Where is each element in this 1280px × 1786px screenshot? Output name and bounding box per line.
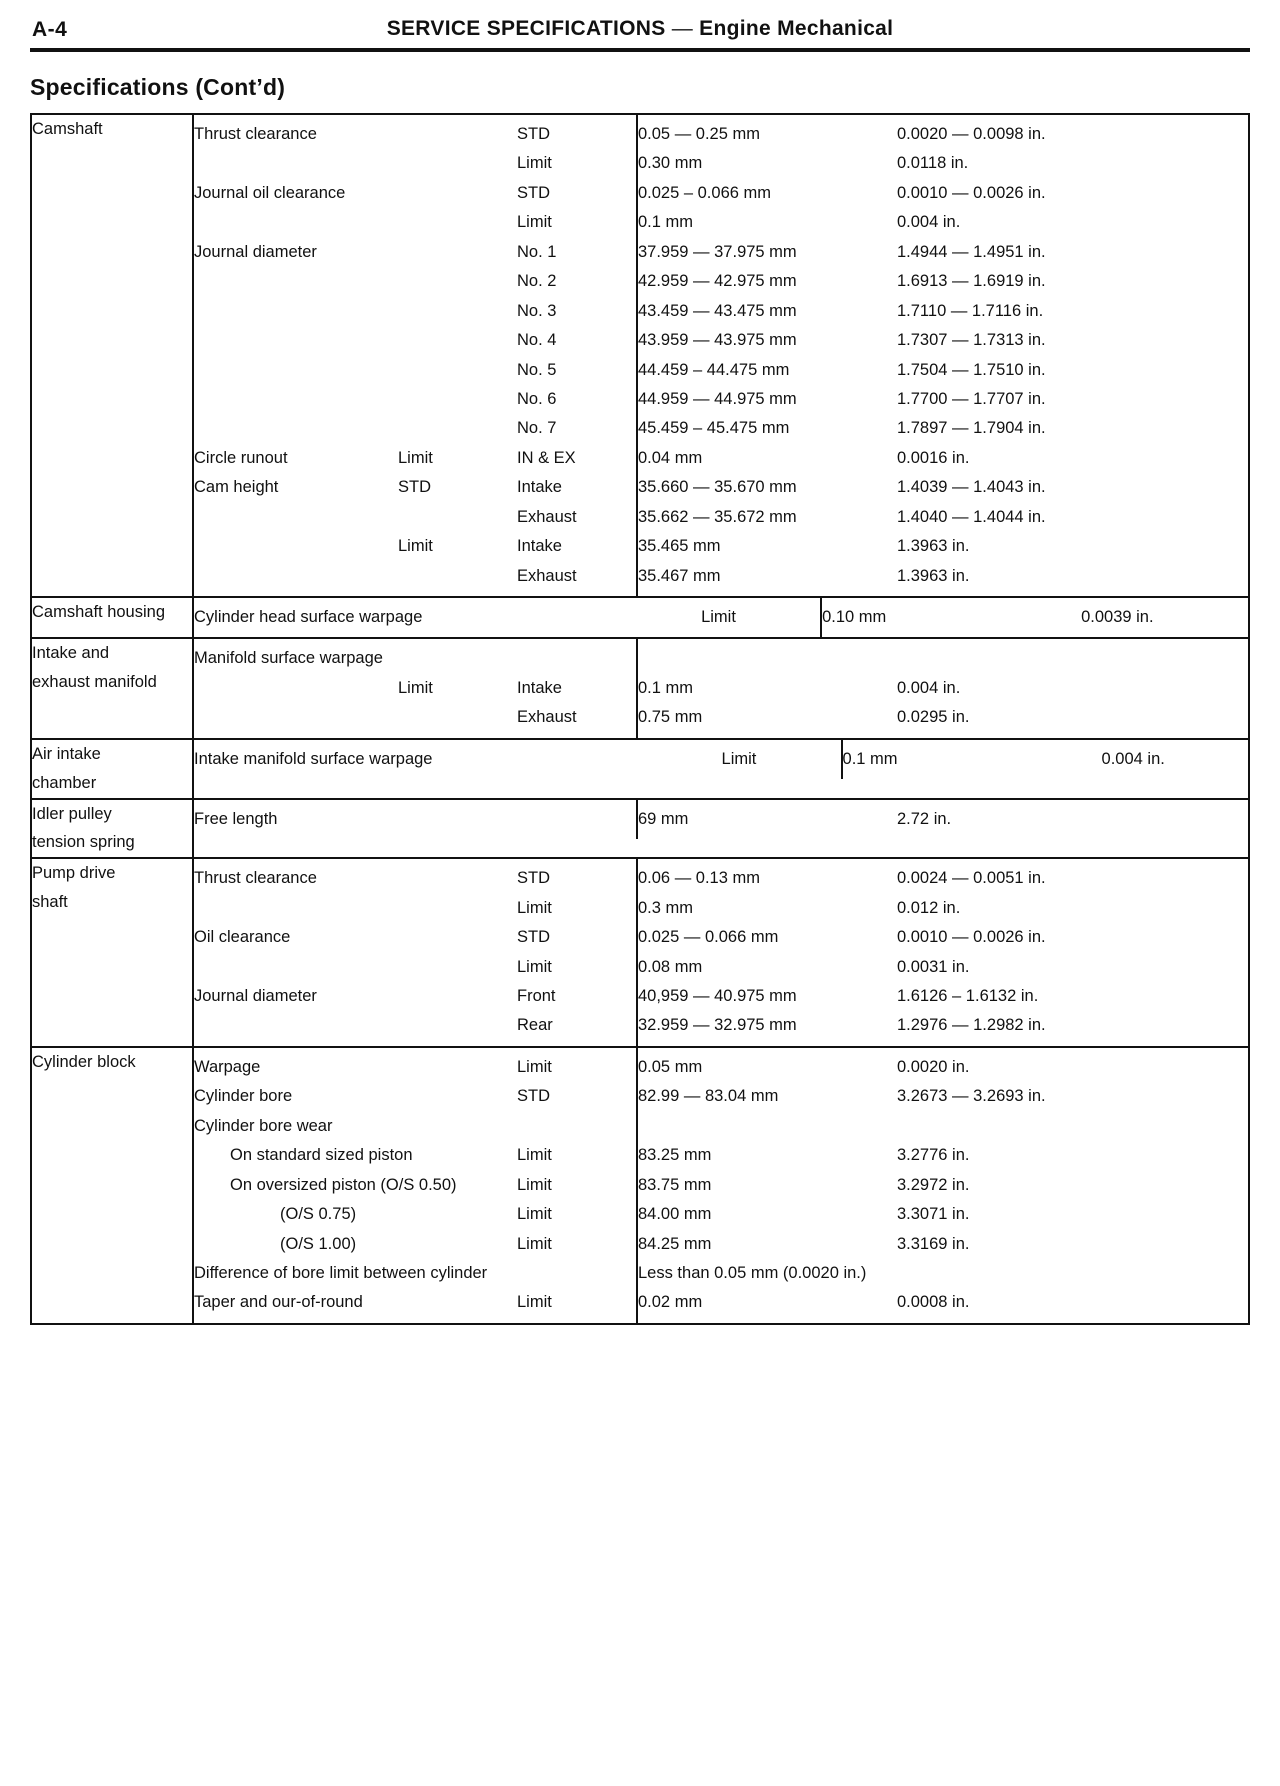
cell-sub xyxy=(398,503,517,532)
table-row xyxy=(194,1082,1248,1111)
cell-in: 3.2972 in. xyxy=(897,1175,970,1194)
cell-item: Cylinder head surface warpage xyxy=(194,608,423,626)
spec-group-name-line: exhaust manifold xyxy=(32,673,157,692)
cell-in xyxy=(897,639,1248,673)
table-row xyxy=(194,385,1248,414)
cell-sub xyxy=(398,1011,517,1045)
cell-cond: Limit xyxy=(517,154,552,173)
cell-in: 0.0008 in. xyxy=(897,1293,970,1312)
cell-in: 0.0295 in. xyxy=(897,708,970,727)
cell-cond: Limit xyxy=(517,957,552,976)
cell-mm: 0.10 mm xyxy=(821,598,1081,637)
cell-sub xyxy=(398,953,517,982)
page-header xyxy=(30,14,1250,56)
spec-group-row xyxy=(32,638,1248,738)
spec-group-body xyxy=(193,858,1248,1047)
cell-cond: IN & EX xyxy=(517,448,576,467)
table-row xyxy=(194,562,1248,596)
cell-mm: 0.04 mm xyxy=(637,444,897,473)
cell-mm: 32.959 — 32.975 mm xyxy=(637,1011,897,1045)
cell-cond: No. 1 xyxy=(517,242,557,261)
spec-group-name-line: Camshaft housing xyxy=(32,603,165,621)
cell-mm: 40,959 — 40.975 mm xyxy=(637,982,897,1011)
cell-sub: Limit xyxy=(398,537,433,556)
cell-cond: Limit xyxy=(517,1234,552,1253)
cell-sub xyxy=(398,859,517,893)
cell-cond: STD xyxy=(517,869,550,888)
cell-mm: 37.959 — 37.975 mm xyxy=(637,238,897,267)
cell-sub xyxy=(398,208,517,237)
table-row xyxy=(194,1011,1248,1045)
cell-mm: 83.75 mm xyxy=(637,1171,897,1200)
spec-row-table xyxy=(194,115,1248,596)
spec-group-body xyxy=(193,739,1248,799)
cell-cond: Front xyxy=(517,987,556,1005)
spec-row-table xyxy=(194,859,1248,1046)
page-number: A-4 xyxy=(32,18,68,41)
section-title: Specifications (Cont’d) xyxy=(30,74,286,100)
spec-group-body xyxy=(193,638,1248,738)
spec-group-name xyxy=(32,739,193,799)
table-row xyxy=(194,703,1248,737)
cell-sub xyxy=(398,149,517,178)
cell-item: Cylinder bore wear xyxy=(194,1116,333,1135)
cell-in: 3.2673 — 3.2693 in. xyxy=(897,1087,1046,1106)
cell-cond: No. 7 xyxy=(517,419,557,438)
table-row xyxy=(194,1112,1248,1141)
spec-row-table xyxy=(194,598,1248,637)
cell-cond xyxy=(517,1259,637,1288)
spec-group-name-line: shaft xyxy=(32,893,68,912)
cell-mm: 0.05 — 0.25 mm xyxy=(637,115,897,149)
table-row xyxy=(194,1171,1248,1200)
spec-row-table xyxy=(194,740,1248,779)
table-row xyxy=(194,297,1248,326)
cell-in: 0.004 in. xyxy=(897,678,961,697)
table-row xyxy=(194,444,1248,473)
spec-group-name xyxy=(32,115,193,597)
table-row xyxy=(194,179,1248,208)
cell-item xyxy=(194,297,398,326)
table-row xyxy=(194,740,1248,779)
cell-item xyxy=(194,532,398,561)
spec-group-name-line: Camshaft xyxy=(32,120,103,138)
spec-group-body xyxy=(193,1047,1248,1323)
spec-row-table xyxy=(194,800,1248,839)
spec-group-name xyxy=(32,597,193,638)
cell-mm: 0.06 — 0.13 mm xyxy=(637,859,897,893)
cell-item: Intake manifold surface warpage xyxy=(194,749,433,768)
table-row xyxy=(194,503,1248,532)
spec-row-table xyxy=(194,639,1248,737)
header-title-main: SERVICE SPECIFICATIONS xyxy=(386,17,666,40)
cell-sub xyxy=(398,326,517,355)
spec-group-body xyxy=(193,799,1248,859)
cell-item xyxy=(194,385,398,414)
cell-sub xyxy=(398,894,517,923)
cell-in: 1.7700 — 1.7707 in. xyxy=(897,389,1046,408)
cell-item xyxy=(194,503,398,532)
spec-group-name-line: tension spring xyxy=(32,833,135,852)
cell-mm: 35.465 mm xyxy=(637,532,897,561)
cell-cond: Limit xyxy=(721,749,757,768)
cell-sub: Limit xyxy=(398,448,433,467)
cell-in: 3.3169 in. xyxy=(897,1234,970,1253)
cell-mm: 45.459 – 45.475 mm xyxy=(637,414,897,443)
cell-item: (O/S 1.00) xyxy=(280,1234,357,1253)
cell-item: Cam height xyxy=(194,478,279,497)
spec-table xyxy=(32,115,1248,1323)
cell-item xyxy=(194,562,398,596)
cell-cond: Exhaust xyxy=(517,566,577,585)
spec-group-name xyxy=(32,1047,193,1323)
cell-mm: 35.662 — 35.672 mm xyxy=(637,503,897,532)
header-title-dash: — xyxy=(665,17,700,40)
table-row xyxy=(194,1230,1248,1259)
cell-in: 1.7897 — 1.7904 in. xyxy=(897,419,1046,438)
cell-cond: Intake xyxy=(517,537,562,556)
cell-item: Thrust clearance xyxy=(194,869,317,888)
cell-cond: Limit xyxy=(517,213,552,232)
cell-item xyxy=(194,208,398,237)
cell-in: 0.004 in. xyxy=(897,213,961,232)
cell-mm: 42.959 — 42.975 mm xyxy=(637,267,897,296)
cell-item xyxy=(194,149,398,178)
cell-cond: No. 2 xyxy=(517,272,557,291)
cell-sub xyxy=(398,238,517,267)
cell-cond: STD xyxy=(517,125,550,143)
cell-cond: Limit xyxy=(517,1146,552,1165)
table-row xyxy=(194,1259,1248,1288)
spec-group-row xyxy=(32,115,1248,597)
table-row xyxy=(194,1048,1248,1082)
spec-group-name-line: Idler pulley xyxy=(32,804,112,823)
cell-sub xyxy=(398,115,517,149)
cell-in: 0.004 in. xyxy=(1101,749,1165,768)
cell-item xyxy=(194,356,398,385)
cell-in: 1.2976 — 1.2982 in. xyxy=(897,1016,1046,1035)
cell-mm: 35.660 — 35.670 mm xyxy=(637,473,897,502)
spec-group-name xyxy=(32,638,193,738)
cell-in: 0.0016 in. xyxy=(897,448,970,467)
cell-mm: 84.00 mm xyxy=(637,1200,897,1229)
cell-in: 0.0031 in. xyxy=(897,957,970,976)
cell-cond: Limit xyxy=(517,1057,552,1076)
cell-cond: Limit xyxy=(517,1293,552,1312)
cell-item: Circle runout xyxy=(194,448,288,467)
table-row xyxy=(194,149,1248,178)
table-row xyxy=(194,356,1248,385)
cell-item xyxy=(194,674,398,703)
cell-in: 0.0010 — 0.0026 in. xyxy=(897,928,1046,947)
cell-item xyxy=(194,953,398,982)
cell-mm: 0.02 mm xyxy=(637,1288,897,1322)
cell-mm: 43.459 — 43.475 mm xyxy=(637,297,897,326)
cell-mm: 0.1 mm xyxy=(637,674,897,703)
cell-item xyxy=(194,414,398,443)
cell-item xyxy=(194,894,398,923)
cell-in: 2.72 in. xyxy=(897,809,952,828)
table-row xyxy=(194,238,1248,267)
cell-in: 1.7110 — 1.7116 in. xyxy=(897,301,1044,320)
cell-mm: 0.025 — 0.066 mm xyxy=(637,923,897,952)
cell-in: 0.012 in. xyxy=(897,898,961,917)
cell-item: Taper and our-of-round xyxy=(194,1293,363,1312)
cell-item: Oil clearance xyxy=(194,928,291,947)
cell-cond: Rear xyxy=(517,1016,553,1035)
cell-mm: 0.30 mm xyxy=(637,149,897,178)
cell-in: 1.7504 — 1.7510 in. xyxy=(897,360,1046,379)
table-row xyxy=(194,1200,1248,1229)
cell-cond: No. 6 xyxy=(517,389,557,408)
cell-mm: 84.25 mm xyxy=(637,1230,897,1259)
cell-item xyxy=(194,1011,398,1045)
cell-mm: 0.3 mm xyxy=(637,894,897,923)
spec-group-name-line: Intake and xyxy=(32,644,110,663)
cell-item: Thrust clearance xyxy=(194,125,317,143)
cell-in: 0.0039 in. xyxy=(1081,608,1154,626)
cell-cond: Limit xyxy=(517,1175,552,1194)
table-row xyxy=(194,326,1248,355)
cell-in: 0.0010 — 0.0026 in. xyxy=(897,183,1046,202)
table-row xyxy=(194,267,1248,296)
cell-in: 1.6126 – 1.6132 in. xyxy=(897,987,1039,1005)
cell-sub xyxy=(398,800,517,839)
cell-mm: 43.959 — 43.975 mm xyxy=(637,326,897,355)
cell-mm: 0.1 mm xyxy=(842,740,1102,779)
cell-cond: STD xyxy=(517,1087,550,1106)
cell-sub xyxy=(398,562,517,596)
cell-mm: 0.08 mm xyxy=(637,953,897,982)
cell-mm: 44.459 – 44.475 mm xyxy=(637,356,897,385)
header-divider xyxy=(30,48,1250,52)
cell-sub xyxy=(398,267,517,296)
cell-in: 0.0020 — 0.0098 in. xyxy=(897,125,1046,143)
table-row xyxy=(194,674,1248,703)
cell-in: 1.7307 — 1.7313 in. xyxy=(897,331,1046,350)
table-row xyxy=(194,473,1248,502)
cell-item: On oversized piston (O/S 0.50) xyxy=(230,1175,457,1194)
table-row xyxy=(194,208,1248,237)
spec-group-row xyxy=(32,1047,1248,1323)
spec-group-name-line: chamber xyxy=(32,773,97,792)
cell-cond: Exhaust xyxy=(517,708,577,727)
spec-group-name xyxy=(32,858,193,1047)
cell-sub xyxy=(398,703,517,737)
spec-row-table xyxy=(194,1048,1248,1323)
cell-in: 0.0024 — 0.0051 in. xyxy=(897,869,1046,888)
spec-group-name-line: Cylinder block xyxy=(32,1052,136,1071)
cell-cond: Intake xyxy=(517,678,562,697)
cell-sub xyxy=(398,1082,517,1111)
table-row xyxy=(194,639,1248,673)
cell-mm xyxy=(637,1112,897,1141)
cell-sub xyxy=(398,356,517,385)
cell-item: Journal diameter xyxy=(194,242,317,261)
cell-item: Warpage xyxy=(194,1057,261,1076)
table-row xyxy=(194,532,1248,561)
table-row xyxy=(194,894,1248,923)
cell-cond xyxy=(517,800,637,839)
cell-sub xyxy=(398,414,517,443)
cell-mm: 69 mm xyxy=(637,800,897,839)
table-row xyxy=(194,115,1248,149)
cell-cond: Limit xyxy=(517,898,552,917)
table-row xyxy=(194,1141,1248,1170)
cell-in: 1.4040 — 1.4044 in. xyxy=(897,507,1046,526)
cell-cond: Limit xyxy=(517,1205,552,1224)
table-row xyxy=(194,598,1248,637)
table-row xyxy=(194,923,1248,952)
cell-in: 3.2776 in. xyxy=(897,1146,970,1165)
cell-cond: Limit xyxy=(701,608,736,626)
specifications-table xyxy=(30,113,1250,1325)
cell-item: Difference of bore limit between cylinder xyxy=(194,1263,488,1282)
cell-in: 1.3963 in. xyxy=(897,537,970,556)
cell-sub xyxy=(398,179,517,208)
cell-mm: 83.25 mm xyxy=(637,1141,897,1170)
cell-item xyxy=(194,267,398,296)
cell-item: Manifold surface warpage xyxy=(194,649,383,668)
cell-item xyxy=(194,326,398,355)
cell-mm: 0.025 – 0.066 mm xyxy=(637,179,897,208)
cell-mm: 0.05 mm xyxy=(637,1048,897,1082)
table-row xyxy=(194,859,1248,893)
cell-sub: STD xyxy=(398,478,431,497)
cell-in: 1.4039 — 1.4043 in. xyxy=(897,478,1046,497)
cell-cond: No. 4 xyxy=(517,331,557,350)
spec-group-row xyxy=(32,858,1248,1047)
cell-item: Free length xyxy=(194,809,278,828)
cell-item: On standard sized piston xyxy=(230,1146,413,1165)
cell-in: 0.0118 in. xyxy=(897,154,969,173)
cell-cond: No. 5 xyxy=(517,360,557,379)
cell-cond xyxy=(517,639,637,673)
spec-group-name-line: Pump drive xyxy=(32,864,116,883)
cell-in xyxy=(897,1112,1248,1141)
cell-span_value: Less than 0.05 mm (0.0020 in.) xyxy=(637,1259,1248,1288)
cell-mm: 0.75 mm xyxy=(637,703,897,737)
table-row xyxy=(194,414,1248,443)
cell-sub xyxy=(398,1112,517,1141)
header-title-sub: Engine Mechanical xyxy=(699,17,894,40)
cell-sub xyxy=(398,982,517,1011)
header-title xyxy=(30,17,1250,41)
cell-mm: 0.1 mm xyxy=(637,208,897,237)
cell-in: 0.0020 in. xyxy=(897,1057,970,1076)
spec-group-row xyxy=(32,739,1248,799)
table-row xyxy=(194,982,1248,1011)
document-page xyxy=(0,14,1280,1786)
cell-sub: Limit xyxy=(398,678,433,697)
cell-cond: STD xyxy=(517,928,550,947)
cell-item: Journal oil clearance xyxy=(194,183,346,202)
cell-sub xyxy=(398,297,517,326)
cell-mm: 82.99 — 83.04 mm xyxy=(637,1082,897,1111)
spec-group-name-line: Air intake xyxy=(32,744,101,763)
cell-in: 1.3963 in. xyxy=(897,566,970,585)
spec-group-name xyxy=(32,799,193,859)
table-row xyxy=(194,1288,1248,1322)
cell-item: (O/S 0.75) xyxy=(280,1205,357,1224)
table-row xyxy=(194,800,1248,839)
cell-cond: Exhaust xyxy=(517,507,577,526)
cell-cond: Intake xyxy=(517,478,562,497)
cell-item: Journal diameter xyxy=(194,987,317,1005)
cell-in: 1.4944 — 1.4951 in. xyxy=(897,242,1046,261)
cell-mm xyxy=(637,639,897,673)
cell-in: 1.6913 — 1.6919 in. xyxy=(897,272,1046,291)
cell-mm: 35.467 mm xyxy=(637,562,897,596)
spec-group-body xyxy=(193,597,1248,638)
table-row xyxy=(194,953,1248,982)
cell-item xyxy=(194,703,398,737)
cell-sub xyxy=(398,385,517,414)
cell-sub xyxy=(398,1048,517,1082)
cell-cond: No. 3 xyxy=(517,301,557,320)
cell-in: 3.3071 in. xyxy=(897,1205,970,1224)
spec-group-body xyxy=(193,115,1248,597)
spec-group-row xyxy=(32,799,1248,859)
cell-item: Cylinder bore xyxy=(194,1087,293,1106)
cell-sub xyxy=(398,923,517,952)
cell-cond: STD xyxy=(517,183,550,202)
cell-cond xyxy=(517,1112,637,1141)
spec-group-row xyxy=(32,597,1248,638)
cell-mm: 44.959 — 44.975 mm xyxy=(637,385,897,414)
